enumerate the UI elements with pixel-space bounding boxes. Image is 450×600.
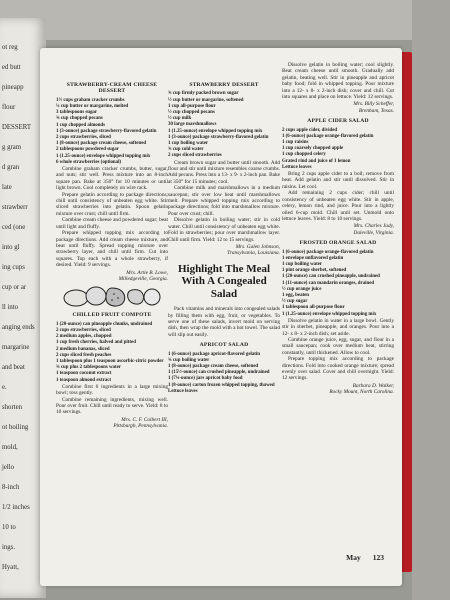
ingredient-list [56,322,168,384]
direction-paragraph: Bring 2 cups apple cider to a boil; remove from heat. Add gelatin and stir until dissolved. Stir in raisins. Let cool. [282,171,394,190]
left-page-text: and beat [2,364,25,371]
page-number: 123 [372,553,384,562]
left-page-text: into gl [2,244,20,251]
ingredient-item: 1 teaspoon coconut extract [56,371,112,377]
left-page-text: ing cups [2,264,25,271]
recipe-directions [282,171,394,222]
ingredient-item: ¾ cup boiling water [168,357,210,363]
ingredient-item: ¾ cup plus 2 tablespoons water [56,365,121,371]
left-page-text: margarine [2,344,30,351]
left-page-text: 8-inch [2,484,20,491]
ingredient-item: 1 cup coarsely chopped apple [282,146,344,152]
ingredient-item: 1 (11-ounce) can mandarin oranges, drained [282,280,375,286]
direction-paragraph: Prepare whipped topping mix according to package directions. Add cream cheese mixture, and beat until fluffy. Spread topping mixture over strawberry layer, and chill until firm. Cut into squares. Top each with a whole strawberry, if desired. Yield: 9 servings. [56,230,168,269]
ingredient-item: 1 (8-ounce) package cream cheese, softened [56,141,147,147]
ingredient-item: 2 tablespoons powdered sugar [56,147,119,153]
ingredient-item: 1 pint orange sherbet, softened [282,268,347,274]
ingredient-item: ½ cup butter or margarine, softened [168,97,244,103]
left-page-text: g gram [2,144,22,151]
recipe-title: FROSTED ORANGE SALAD [299,240,377,247]
footer-month: May [346,553,361,562]
ingredient-item: ½ cup sugar [282,299,308,305]
cookbook-page [40,48,402,586]
left-page-text: Hyatt, [2,564,19,571]
recipe-credit-name: Mrs. C. F. Colbert III, [121,416,168,423]
recipe-title: STRAWBERRY DESSERT [189,82,259,88]
recipe-directions [56,384,168,416]
ingredient-item: ¾ cup firmly packed brown sugar [168,91,239,97]
left-page-text: anging ends [2,324,35,331]
ingredient-item: 1 (6-ounce) package orange-flavored gelatin [282,133,374,139]
ingredient-item: 2 cups strawberries, sliced [56,327,111,333]
ingredient-item: 1 (15½-ounce) can crushed pineapple, undrained [168,370,270,376]
ingredient-item: 1 (8-ounce) package cream cheese, softened [168,364,259,370]
recipe-title: APRICOT SALAD [199,342,249,349]
recipe-credit-place: Daleville, Virginia. [353,229,394,236]
left-page-text: flour [2,104,16,111]
recipe-title: APPLE CIDER SALAD [307,118,369,125]
left-page-text: 1/2 inches [2,504,30,511]
left-page-text: ll into [2,304,19,311]
ingredient-item: 2 medium bananas, sliced [56,346,110,352]
ingredient-item: ½ cup chopped pecans [168,110,215,116]
direction-paragraph: Combine graham cracker crumbs, butter, sugar, and nuts; stir well. Press mixture into an 8-inch square pan. Bake at 350° for 10 minutes or until light brown. Cool completely on wire rack. [56,166,168,192]
ingredient-item: ¼ cup butter or margarine, melted [56,104,129,110]
background-top [0,0,450,40]
left-page-text: ings. [2,544,16,551]
recipe-directions [282,62,394,100]
ingredient-item: ½ cup orange juice [282,286,322,292]
ingredient-item: 3 tablespoons sugar [56,110,98,116]
recipe-directions [56,166,168,269]
direction-paragraph: Prepare gelatin according to package directions; chill until consistency of unbeaten egg white. Stir sliced strawberries into gelatin. Spoon gelatin mixture over crust; chill until firm. [56,191,168,217]
direction-paragraph: Combine remaining ingredients, mixing well. Pour over fruit. Chill until ready to serve. Yield: 8 to 10 servings. [56,396,168,416]
recipe-credit-name: Mrs. Galen Johnson, [235,243,280,250]
section-intro: Pack vitamins and minerals into congealed salads by filling them with egg, fruit, or vegetables. To serve one of these salads, invert mold on serving dish, then wrap the mold with a hot towel. The salad will slip out easily. [168,306,280,338]
left-page-text: cup or ar [2,284,27,291]
left-page-text: strawberr [2,204,28,211]
direction-paragraph: Dissolve gelatin in water in a large bowl. Gently stir in sherbet, pineapple, and oranges. Pour into a 12- x 8- x 2-inch dish; set aside. [282,317,394,337]
ingredient-item: ½ cup milk [168,116,192,122]
column-1 [56,78,168,430]
ingredient-item: 1 tablespoon plus 1 teaspoon ascorbic-citric powder [56,358,164,364]
left-page-text: pineapp [2,84,24,91]
ingredient-item: 1 (6-ounce) package orange-flavored gelatin [282,249,374,255]
ingredient-item: 2 cups sliced strawberries [168,153,222,159]
ingredient-item: 1 (1.25-ounce) envelope whipped topping mix [56,153,151,159]
left-page-text: late [2,184,12,191]
ingredient-item: 2 medium apples, chopped [56,334,112,340]
ingredient-item: 1½ cups graham cracker crumbs [56,97,125,103]
ingredient-item: 30 large marshmallows [168,122,217,128]
column-2 [168,78,280,395]
direction-paragraph: Add remaining 2 cups cider; chill until consistency of unbeaten egg white. Stir in apple, celery, lemon rind, and juice. Pour into a lightly oiled 6-cup mold. Chill until set. Unmold onto lettuce leaves. Yield: 8 to 10 servings. [282,190,394,222]
ingredient-item: 2 cups strawberries, sliced [56,135,111,141]
ingredient-item: 1 teaspoon almond extract [56,377,112,383]
section-headline: Highlight The Meal With A Congealed Salad [177,262,271,300]
left-page-text: mold, [2,444,18,451]
recipe-credit-place: Pittsburgh, Pennsylvania. [113,423,168,430]
ingredient-item: 1 cup boiling water [168,141,209,147]
column-3 [282,62,394,396]
left-page-text: d gran [2,164,20,171]
ingredient-item: 1 cup raisins [282,140,309,146]
ingredient-item: 1 cup all-purpose flour [168,103,216,109]
ingredient-item: 1 (8-ounce) carton frozen whipped topping, thawed [168,382,275,388]
direction-paragraph: Combine first 6 ingredients in a large mixing bowl; toss gently. [56,383,168,397]
direction-paragraph: Prepare topping mix according to package directions. Fold into cooked orange mixture; spread evenly over salad. Cover and chill overnight. Yield: 12 servings. [282,356,394,382]
direction-paragraph: Combine cream cheese and powdered sugar; beat until light and fluffy. [56,217,168,230]
left-page-text: ot boiling [2,424,29,431]
ingredient-item: 1 (1.25-ounce) envelope whipped topping mix [168,128,263,134]
ingredient-item: 1 cup fresh cherries, halved and pitted [56,340,136,346]
ingredient-item: Lettuce leaves [168,388,198,394]
left-page-text: ed butt [2,64,21,71]
background-right [412,0,450,600]
ingredient-item: ¾ cup chopped pecans [56,116,103,122]
left-page-text: e. [2,384,7,391]
recipe-directions [168,160,280,243]
ingredient-item: 1 cup chopped almonds [56,122,106,128]
ingredient-item: Grated rind and juice of 1 lemon [282,158,351,164]
left-page-text: ced (one [2,224,26,231]
ingredient-item: 1 (1.25-ounce) envelope whipped topping mix [282,311,377,317]
direction-paragraph: Combine orange juice, egg, sugar, and flour in a small saucepan; cook over medium heat, stirring constantly, until thickened. Allow to cool. [282,337,394,356]
ingredient-item: 1 (7¾-ounce) jars apricot baby food [168,376,243,382]
recipe-credit-place: Transylvania, Louisiana. [227,250,280,257]
ingredient-item: 2 cups apple cider, divided [282,127,338,133]
recipe-credit-place: Brenham, Texas. [358,107,394,114]
ingredient-item: 1 (3-ounce) package strawberry-flavored gelatin [56,128,157,134]
left-page-text: 10 to [2,524,16,531]
ingredient-list [56,98,168,166]
ingredient-item: 1 tablespoon all-purpose flour [282,305,345,311]
ingredient-list [282,250,394,318]
ingredient-item: 1 (3-ounce) package strawberry-flavored gelatin [168,134,269,140]
left-page-text: DESSERT [2,124,32,131]
ingredient-item: 2 cups sliced fresh peaches [56,352,112,358]
recipe-credit-name: Mrs. Billy Scheffer, [353,101,394,108]
ingredient-item: 1 egg, beaten [282,292,310,298]
ingredient-item: 1 (20-ounce) can crushed pineapple, undrained [282,274,380,280]
ingredient-item: 1 (20-ounce) can pineapple chunks, undrained [56,321,153,327]
recipe-title: CHILLED FRUIT COMPOTE [72,312,152,319]
ingredient-item: Lettuce leaves [282,164,312,170]
left-page-text: ot reg [2,44,18,51]
ingredient-item: 1 envelope unflavored gelatin [282,255,344,261]
page-footer [334,553,384,562]
ingredient-list [282,128,394,171]
left-page-text: shorten [2,404,23,411]
ingredient-item: 6 whole strawberries (optional) [56,159,122,165]
recipe-credit-name: Barbara D. Walker, [352,382,394,389]
ingredient-item: ¾ cup cold water [168,147,204,153]
recipe-credit-name: Mrs. Charles Judy, [353,223,394,230]
direction-paragraph: Dissolve gelatin in boiling water; stir in cold water. Chill until consistency of unbeaten egg white. Fold in strawberries; pour over marshmallow layer. Chill until firm. Yield: 12 to 15 servings. [168,217,280,243]
recipe-credit-place: Milledgeville, Georgia. [118,275,168,282]
ingredient-list [168,352,280,395]
ingredient-item: 1 cup boiling water [282,261,323,267]
ingredient-list [168,91,280,159]
recipe-directions [282,318,394,382]
recipe-title: STRAWBERRY-CREAM CHEESE DESSERT [66,82,158,95]
recipe-credit-name: Mrs. Artie B. Lowe, [126,269,168,276]
direction-paragraph: Combine milk and marshmallows in a medium saucepan; stir over low heat until marshmallows melt. Prepare whipped topping mix according to package directions; fold into marshmallow mixture. Pour over crust; chill. [168,185,280,217]
ingredient-item: 1 (6-ounce) package apricot-flavored gelatin [168,351,261,357]
direction-paragraph: Dissolve gelatin in boiling water; cool slightly. Beat cream cheese until smooth. Gradually add gelatin, beating well. Stir in pineapple and apricot baby food; fold in whipped topping. Pour mixture into a 12- x 8- x 2-inch dish; cover and chill. Cut into squares and place on lettuce. Yield: 12 servings. [282,62,394,101]
fruit-illustration [62,284,162,308]
recipe-credit-place: Rocky Mount, North Carolina. [329,389,394,396]
direction-paragraph: Cream brown sugar and butter until smooth. Add flour and stir until mixture resembles coarse crumbs. Add pecans. Press into a 13- x 9- x 2-inch pan. Bake at 350° for 15 minutes; cool. [168,159,280,185]
ingredient-item: 1 cup chopped celery [282,152,326,158]
left-page-text: jello [2,464,15,471]
